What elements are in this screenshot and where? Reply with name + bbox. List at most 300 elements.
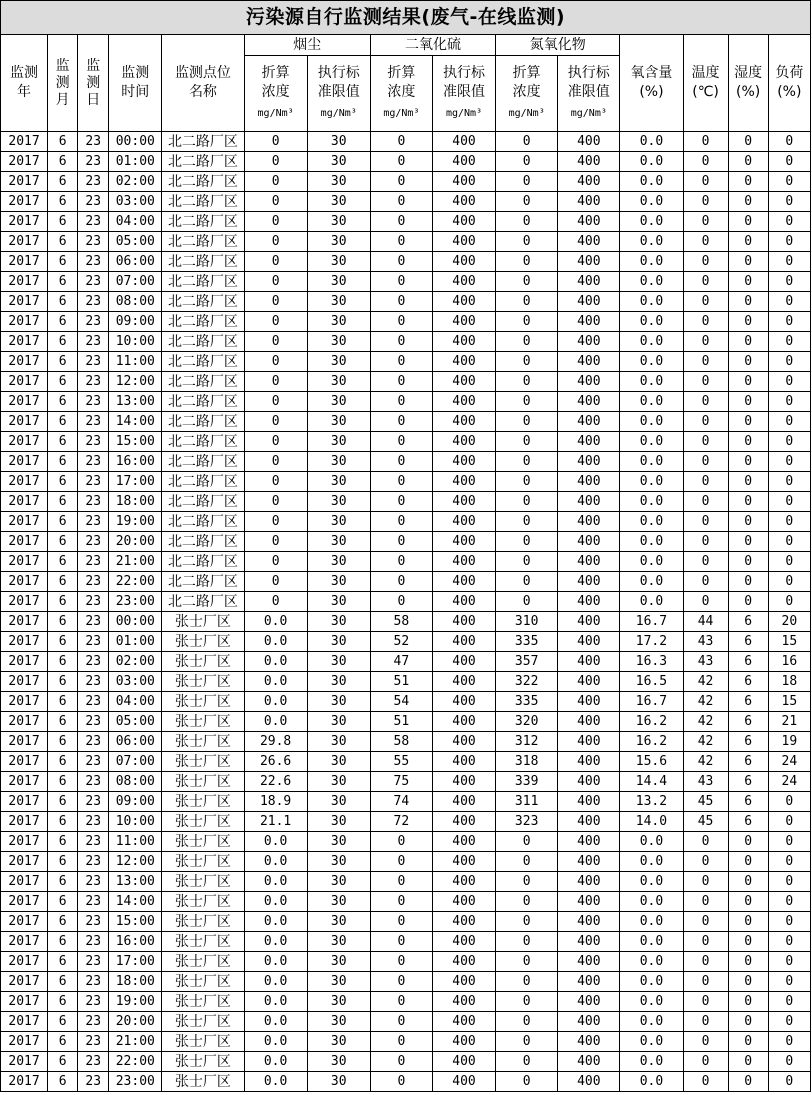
- cell-nox-conc: 0: [496, 852, 558, 872]
- cell-time: 12:00: [109, 372, 162, 392]
- cell-load: 0: [768, 552, 810, 572]
- cell-so2-conc: 0: [370, 512, 432, 532]
- cell-nox-conc: 0: [496, 472, 558, 492]
- cell-month: 6: [48, 892, 78, 912]
- cell-load: 0: [768, 992, 810, 1012]
- cell-site: 北二路厂区: [162, 432, 244, 452]
- cell-dust-limit: 30: [307, 472, 370, 492]
- cell-oxygen: 15.6: [620, 752, 683, 772]
- header-load: 负荷 (%): [768, 35, 810, 132]
- cell-dust-limit: 30: [307, 492, 370, 512]
- cell-oxygen: 0.0: [620, 992, 683, 1012]
- cell-month: 6: [48, 752, 78, 772]
- cell-nox-conc: 0: [496, 192, 558, 212]
- cell-so2-limit: 400: [432, 992, 495, 1012]
- cell-temperature: 42: [683, 692, 728, 712]
- cell-load: 0: [768, 312, 810, 332]
- cell-so2-limit: 400: [432, 352, 495, 372]
- cell-oxygen: 0.0: [620, 152, 683, 172]
- cell-temperature: 0: [683, 852, 728, 872]
- cell-humidity: 0: [728, 852, 768, 872]
- cell-nox-conc: 0: [496, 872, 558, 892]
- cell-temperature: 0: [683, 912, 728, 932]
- cell-dust-conc: 0.0: [244, 972, 307, 992]
- cell-site: 张士厂区: [162, 1012, 244, 1032]
- cell-load: 16: [768, 652, 810, 672]
- cell-time: 00:00: [109, 132, 162, 152]
- cell-dust-limit: 30: [307, 312, 370, 332]
- cell-temperature: 0: [683, 1052, 728, 1072]
- cell-year: 2017: [1, 432, 48, 452]
- cell-site: 张士厂区: [162, 612, 244, 632]
- cell-time: 21:00: [109, 1032, 162, 1052]
- cell-site: 张士厂区: [162, 1072, 244, 1092]
- cell-load: 0: [768, 392, 810, 412]
- cell-month: 6: [48, 632, 78, 652]
- cell-site: 北二路厂区: [162, 572, 244, 592]
- table-row: [1, 792, 811, 812]
- cell-day: 23: [78, 172, 109, 192]
- cell-load: 0: [768, 172, 810, 192]
- cell-day: 23: [78, 612, 109, 632]
- cell-load: 0: [768, 352, 810, 372]
- cell-day: 23: [78, 332, 109, 352]
- cell-site: 张士厂区: [162, 692, 244, 712]
- cell-year: 2017: [1, 992, 48, 1012]
- cell-so2-conc: 75: [370, 772, 432, 792]
- cell-load: 0: [768, 512, 810, 532]
- cell-year: 2017: [1, 1012, 48, 1032]
- cell-load: 0: [768, 292, 810, 312]
- table-row: [1, 972, 811, 992]
- cell-month: 6: [48, 212, 78, 232]
- cell-humidity: 0: [728, 392, 768, 412]
- cell-month: 6: [48, 792, 78, 812]
- cell-day: 23: [78, 592, 109, 612]
- cell-year: 2017: [1, 672, 48, 692]
- cell-oxygen: 0.0: [620, 332, 683, 352]
- cell-time: 04:00: [109, 692, 162, 712]
- cell-load: 21: [768, 712, 810, 732]
- cell-dust-conc: 0: [244, 452, 307, 472]
- cell-temperature: 0: [683, 532, 728, 552]
- cell-year: 2017: [1, 532, 48, 552]
- cell-month: 6: [48, 232, 78, 252]
- cell-nox-conc: 323: [496, 812, 558, 832]
- cell-temperature: 0: [683, 312, 728, 332]
- cell-humidity: 0: [728, 212, 768, 232]
- cell-day: 23: [78, 692, 109, 712]
- cell-temperature: 42: [683, 712, 728, 732]
- table-row: [1, 672, 811, 692]
- cell-temperature: 0: [683, 512, 728, 532]
- cell-dust-conc: 0.0: [244, 892, 307, 912]
- cell-humidity: 0: [728, 232, 768, 252]
- cell-load: 0: [768, 472, 810, 492]
- table-row: [1, 852, 811, 872]
- cell-so2-conc: 58: [370, 612, 432, 632]
- cell-site: 北二路厂区: [162, 152, 244, 172]
- cell-temperature: 0: [683, 1032, 728, 1052]
- cell-nox-conc: 0: [496, 312, 558, 332]
- cell-nox-limit: 400: [558, 212, 620, 232]
- cell-nox-limit: 400: [558, 272, 620, 292]
- header-nox-conc: 折算 浓度 mg/Nm³: [496, 56, 558, 132]
- cell-dust-conc: 21.1: [244, 812, 307, 832]
- cell-oxygen: 0.0: [620, 532, 683, 552]
- cell-day: 23: [78, 252, 109, 272]
- table-row: [1, 292, 811, 312]
- header-month: 监 测 月: [48, 35, 78, 132]
- cell-nox-conc: 0: [496, 412, 558, 432]
- cell-oxygen: 14.4: [620, 772, 683, 792]
- cell-humidity: 0: [728, 832, 768, 852]
- cell-dust-conc: 0: [244, 552, 307, 572]
- cell-load: 0: [768, 1012, 810, 1032]
- cell-so2-conc: 0: [370, 592, 432, 612]
- cell-humidity: 0: [728, 252, 768, 272]
- cell-dust-conc: 0: [244, 252, 307, 272]
- cell-load: 0: [768, 532, 810, 552]
- cell-oxygen: 0.0: [620, 512, 683, 532]
- cell-so2-conc: 0: [370, 172, 432, 192]
- cell-so2-conc: 0: [370, 392, 432, 412]
- cell-time: 17:00: [109, 952, 162, 972]
- cell-dust-conc: 0.0: [244, 872, 307, 892]
- cell-day: 23: [78, 1072, 109, 1092]
- cell-load: 0: [768, 232, 810, 252]
- cell-load: 0: [768, 1032, 810, 1052]
- table-row: [1, 732, 811, 752]
- cell-nox-conc: 0: [496, 912, 558, 932]
- cell-day: 23: [78, 832, 109, 852]
- cell-oxygen: 0.0: [620, 952, 683, 972]
- cell-nox-conc: 0: [496, 1012, 558, 1032]
- cell-dust-conc: 0: [244, 232, 307, 252]
- table-row: [1, 152, 811, 172]
- cell-month: 6: [48, 252, 78, 272]
- cell-temperature: 0: [683, 552, 728, 572]
- cell-site: 北二路厂区: [162, 452, 244, 472]
- table-title: 污染源自行监测结果(废气-在线监测): [1, 1, 811, 35]
- cell-time: 07:00: [109, 752, 162, 772]
- cell-humidity: 6: [728, 612, 768, 632]
- cell-site: 北二路厂区: [162, 232, 244, 252]
- cell-so2-limit: 400: [432, 732, 495, 752]
- cell-nox-limit: 400: [558, 352, 620, 372]
- cell-time: 23:00: [109, 1072, 162, 1092]
- cell-dust-limit: 30: [307, 852, 370, 872]
- cell-oxygen: 0.0: [620, 872, 683, 892]
- cell-dust-limit: 30: [307, 812, 370, 832]
- cell-year: 2017: [1, 392, 48, 412]
- cell-month: 6: [48, 472, 78, 492]
- cell-so2-limit: 400: [432, 492, 495, 512]
- cell-dust-limit: 30: [307, 1072, 370, 1092]
- cell-month: 6: [48, 172, 78, 192]
- header-dust-limit: 执行标 准限值 mg/Nm³: [307, 56, 370, 132]
- cell-so2-conc: 0: [370, 912, 432, 932]
- cell-day: 23: [78, 992, 109, 1012]
- cell-so2-limit: 400: [432, 252, 495, 272]
- cell-year: 2017: [1, 1072, 48, 1092]
- cell-load: 15: [768, 692, 810, 712]
- cell-oxygen: 0.0: [620, 1052, 683, 1072]
- cell-so2-limit: 400: [432, 1052, 495, 1072]
- cell-dust-conc: 0.0: [244, 1032, 307, 1052]
- cell-so2-limit: 400: [432, 452, 495, 472]
- cell-month: 6: [48, 412, 78, 432]
- cell-time: 11:00: [109, 352, 162, 372]
- cell-nox-conc: 0: [496, 132, 558, 152]
- cell-dust-limit: 30: [307, 932, 370, 952]
- cell-dust-limit: 30: [307, 952, 370, 972]
- cell-day: 23: [78, 512, 109, 532]
- cell-oxygen: 0.0: [620, 272, 683, 292]
- cell-oxygen: 16.3: [620, 652, 683, 672]
- cell-nox-limit: 400: [558, 392, 620, 412]
- cell-year: 2017: [1, 752, 48, 772]
- cell-month: 6: [48, 1012, 78, 1032]
- cell-nox-limit: 400: [558, 232, 620, 252]
- cell-nox-limit: 400: [558, 752, 620, 772]
- cell-site: 北二路厂区: [162, 192, 244, 212]
- cell-day: 23: [78, 312, 109, 332]
- table-body: [1, 132, 811, 1092]
- cell-humidity: 6: [728, 652, 768, 672]
- cell-oxygen: 0.0: [620, 1032, 683, 1052]
- cell-humidity: 0: [728, 892, 768, 912]
- cell-so2-limit: 400: [432, 1072, 495, 1092]
- table-row: [1, 752, 811, 772]
- header-humidity: 湿度 (%): [728, 35, 768, 132]
- cell-time: 00:00: [109, 612, 162, 632]
- table-row: [1, 912, 811, 932]
- cell-nox-limit: 400: [558, 572, 620, 592]
- cell-month: 6: [48, 972, 78, 992]
- cell-site: 张士厂区: [162, 632, 244, 652]
- table-row: [1, 612, 811, 632]
- cell-nox-conc: 0: [496, 592, 558, 612]
- cell-month: 6: [48, 132, 78, 152]
- cell-so2-limit: 400: [432, 892, 495, 912]
- cell-day: 23: [78, 772, 109, 792]
- cell-year: 2017: [1, 952, 48, 972]
- cell-month: 6: [48, 332, 78, 352]
- cell-nox-limit: 400: [558, 192, 620, 212]
- cell-month: 6: [48, 512, 78, 532]
- cell-time: 20:00: [109, 1012, 162, 1032]
- cell-year: 2017: [1, 352, 48, 372]
- cell-so2-conc: 0: [370, 272, 432, 292]
- cell-so2-conc: 51: [370, 672, 432, 692]
- cell-load: 0: [768, 572, 810, 592]
- cell-dust-conc: 0: [244, 432, 307, 452]
- cell-time: 19:00: [109, 992, 162, 1012]
- cell-time: 14:00: [109, 412, 162, 432]
- cell-nox-conc: 0: [496, 272, 558, 292]
- cell-dust-limit: 30: [307, 332, 370, 352]
- cell-so2-conc: 0: [370, 232, 432, 252]
- cell-month: 6: [48, 432, 78, 452]
- cell-load: 0: [768, 212, 810, 232]
- cell-dust-conc: 0: [244, 152, 307, 172]
- cell-year: 2017: [1, 372, 48, 392]
- cell-month: 6: [48, 492, 78, 512]
- cell-oxygen: 0.0: [620, 592, 683, 612]
- table-row: [1, 692, 811, 712]
- table-row: [1, 992, 811, 1012]
- cell-temperature: 42: [683, 732, 728, 752]
- cell-so2-conc: 55: [370, 752, 432, 772]
- cell-oxygen: 0.0: [620, 892, 683, 912]
- cell-load: 0: [768, 912, 810, 932]
- cell-dust-conc: 0: [244, 312, 307, 332]
- cell-load: 0: [768, 952, 810, 972]
- cell-dust-limit: 30: [307, 232, 370, 252]
- cell-site: 张士厂区: [162, 972, 244, 992]
- cell-time: 03:00: [109, 672, 162, 692]
- cell-temperature: 45: [683, 792, 728, 812]
- cell-year: 2017: [1, 712, 48, 732]
- cell-site: 张士厂区: [162, 812, 244, 832]
- cell-dust-limit: 30: [307, 172, 370, 192]
- cell-site: 北二路厂区: [162, 372, 244, 392]
- cell-so2-conc: 0: [370, 952, 432, 972]
- cell-day: 23: [78, 132, 109, 152]
- cell-nox-limit: 400: [558, 1032, 620, 1052]
- cell-nox-conc: 0: [496, 172, 558, 192]
- cell-dust-conc: 18.9: [244, 792, 307, 812]
- cell-dust-limit: 30: [307, 612, 370, 632]
- cell-so2-conc: 0: [370, 432, 432, 452]
- cell-dust-limit: 30: [307, 992, 370, 1012]
- cell-temperature: 0: [683, 1012, 728, 1032]
- header-year: 监测 年: [1, 35, 48, 132]
- cell-site: 张士厂区: [162, 1052, 244, 1072]
- cell-temperature: 0: [683, 992, 728, 1012]
- cell-oxygen: 0.0: [620, 932, 683, 952]
- cell-dust-limit: 30: [307, 652, 370, 672]
- cell-so2-conc: 0: [370, 1032, 432, 1052]
- cell-so2-limit: 400: [432, 512, 495, 532]
- cell-load: 24: [768, 772, 810, 792]
- cell-humidity: 0: [728, 452, 768, 472]
- cell-day: 23: [78, 212, 109, 232]
- cell-dust-limit: 30: [307, 532, 370, 552]
- cell-year: 2017: [1, 932, 48, 952]
- cell-temperature: 0: [683, 572, 728, 592]
- cell-so2-limit: 400: [432, 1012, 495, 1032]
- cell-nox-limit: 400: [558, 652, 620, 672]
- cell-humidity: 0: [728, 192, 768, 212]
- cell-month: 6: [48, 672, 78, 692]
- cell-temperature: 0: [683, 832, 728, 852]
- cell-nox-conc: 0: [496, 552, 558, 572]
- cell-oxygen: 13.2: [620, 792, 683, 812]
- cell-so2-limit: 400: [432, 572, 495, 592]
- cell-nox-limit: 400: [558, 452, 620, 472]
- cell-humidity: 6: [728, 712, 768, 732]
- cell-dust-limit: 30: [307, 872, 370, 892]
- cell-month: 6: [48, 372, 78, 392]
- cell-oxygen: 0.0: [620, 312, 683, 332]
- cell-temperature: 0: [683, 132, 728, 152]
- cell-nox-conc: 318: [496, 752, 558, 772]
- cell-so2-limit: 400: [432, 192, 495, 212]
- cell-so2-limit: 400: [432, 772, 495, 792]
- cell-dust-limit: 30: [307, 892, 370, 912]
- header-group-so2: 二氧化硫: [370, 35, 495, 56]
- cell-site: 张士厂区: [162, 752, 244, 772]
- cell-humidity: 0: [728, 272, 768, 292]
- cell-humidity: 0: [728, 152, 768, 172]
- cell-temperature: 0: [683, 972, 728, 992]
- cell-year: 2017: [1, 572, 48, 592]
- cell-humidity: 0: [728, 1032, 768, 1052]
- cell-dust-conc: 0: [244, 492, 307, 512]
- cell-year: 2017: [1, 732, 48, 752]
- cell-humidity: 6: [728, 772, 768, 792]
- cell-site: 张士厂区: [162, 652, 244, 672]
- cell-time: 06:00: [109, 732, 162, 752]
- cell-month: 6: [48, 192, 78, 212]
- cell-day: 23: [78, 232, 109, 252]
- cell-so2-conc: 0: [370, 892, 432, 912]
- cell-so2-conc: 0: [370, 472, 432, 492]
- cell-nox-limit: 400: [558, 892, 620, 912]
- cell-so2-limit: 400: [432, 692, 495, 712]
- cell-month: 6: [48, 352, 78, 372]
- cell-load: 0: [768, 372, 810, 392]
- table-row: [1, 432, 811, 452]
- cell-site: 北二路厂区: [162, 472, 244, 492]
- cell-dust-limit: 30: [307, 552, 370, 572]
- cell-year: 2017: [1, 252, 48, 272]
- cell-month: 6: [48, 1052, 78, 1072]
- cell-load: 19: [768, 732, 810, 752]
- cell-day: 23: [78, 352, 109, 372]
- cell-nox-conc: 0: [496, 892, 558, 912]
- cell-dust-conc: 26.6: [244, 752, 307, 772]
- cell-month: 6: [48, 152, 78, 172]
- cell-site: 北二路厂区: [162, 392, 244, 412]
- cell-time: 14:00: [109, 892, 162, 912]
- cell-site: 张士厂区: [162, 992, 244, 1012]
- cell-year: 2017: [1, 692, 48, 712]
- cell-nox-limit: 400: [558, 632, 620, 652]
- cell-so2-limit: 400: [432, 332, 495, 352]
- cell-nox-limit: 400: [558, 792, 620, 812]
- cell-dust-conc: 0.0: [244, 632, 307, 652]
- cell-nox-conc: 0: [496, 372, 558, 392]
- table-row: [1, 172, 811, 192]
- cell-day: 23: [78, 412, 109, 432]
- cell-so2-limit: 400: [432, 272, 495, 292]
- cell-so2-conc: 0: [370, 312, 432, 332]
- cell-nox-limit: 400: [558, 692, 620, 712]
- cell-so2-conc: 0: [370, 492, 432, 512]
- cell-oxygen: 0.0: [620, 912, 683, 932]
- cell-nox-conc: 0: [496, 332, 558, 352]
- cell-humidity: 0: [728, 492, 768, 512]
- cell-humidity: 6: [728, 792, 768, 812]
- cell-dust-limit: 30: [307, 672, 370, 692]
- header-group-dust: 烟尘: [244, 35, 370, 56]
- cell-so2-conc: 0: [370, 152, 432, 172]
- cell-time: 13:00: [109, 872, 162, 892]
- cell-dust-conc: 0: [244, 272, 307, 292]
